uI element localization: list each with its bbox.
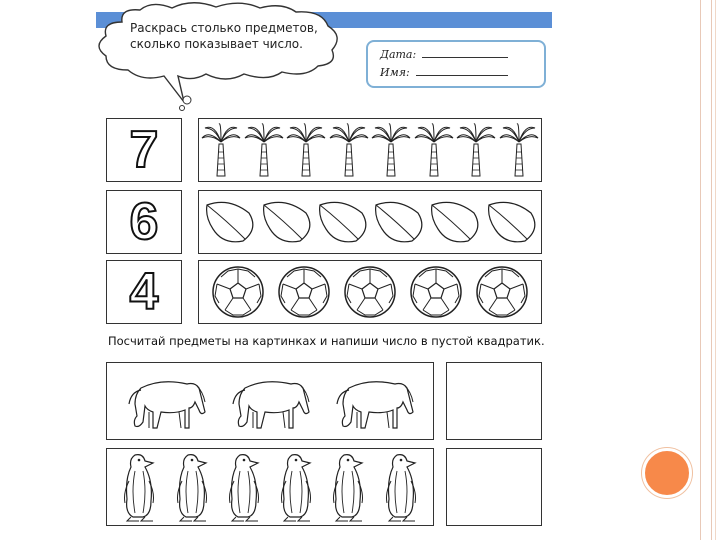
soccer-ball-row — [198, 260, 542, 324]
leaf-icon — [372, 199, 424, 249]
date-label: Дата: — [380, 48, 417, 61]
palm-tree-icon — [329, 122, 369, 182]
slide-frame-border-outer — [715, 0, 718, 540]
palm-tree-icon — [499, 122, 539, 182]
number-digit: 4 — [129, 263, 159, 321]
date-field[interactable] — [380, 48, 508, 61]
number-digit: 7 — [129, 121, 159, 179]
soccer-ball-icon — [409, 265, 463, 323]
bubble-line-2: сколько показывает число. — [130, 37, 303, 51]
penguin-icon — [172, 451, 212, 527]
answer-box-penguins[interactable] — [446, 448, 542, 526]
horse-icon — [225, 368, 315, 438]
slide-frame-border — [700, 0, 712, 540]
leaf-icon — [316, 199, 368, 249]
leaf-row — [198, 190, 542, 254]
leaf-icon — [260, 199, 312, 249]
palm-tree-row — [198, 118, 542, 182]
bubble-line-1: Раскрась столько предметов, — [130, 21, 318, 35]
name-label: Имя: — [380, 66, 410, 79]
soccer-ball-icon — [475, 265, 529, 323]
soccer-ball-icon — [211, 265, 265, 323]
leaf-icon — [203, 199, 255, 249]
decorative-circle — [642, 448, 692, 498]
number-digit: 6 — [129, 193, 159, 251]
soccer-ball-icon — [277, 265, 331, 323]
speech-bubble-icon — [92, 2, 342, 112]
counting-instruction: Посчитай предметы на картинках и напиши число в пустой квадратик. — [108, 334, 545, 348]
penguin-icon — [381, 451, 421, 527]
leaf-icon — [428, 199, 480, 249]
palm-tree-icon — [371, 122, 411, 182]
horse-icon — [121, 368, 211, 438]
soccer-ball-icon — [343, 265, 397, 323]
penguin-picture-box — [106, 448, 434, 526]
penguin-icon — [119, 451, 159, 527]
name-field[interactable] — [380, 66, 508, 79]
palm-tree-icon — [286, 122, 326, 182]
palm-tree-icon — [201, 122, 241, 182]
task-instruction-bubble — [130, 20, 330, 52]
penguin-icon — [328, 451, 368, 527]
number-box-6 — [106, 190, 182, 254]
answer-box-horses[interactable] — [446, 362, 542, 440]
leaf-icon — [485, 199, 537, 249]
palm-tree-icon — [414, 122, 454, 182]
penguin-icon — [224, 451, 264, 527]
palm-tree-icon — [456, 122, 496, 182]
palm-tree-icon — [244, 122, 284, 182]
horse-picture-box — [106, 362, 434, 440]
penguin-icon — [276, 451, 316, 527]
number-box-4 — [106, 260, 182, 324]
horse-icon — [329, 368, 419, 438]
number-box-7 — [106, 118, 182, 182]
date-name-box — [366, 40, 546, 88]
